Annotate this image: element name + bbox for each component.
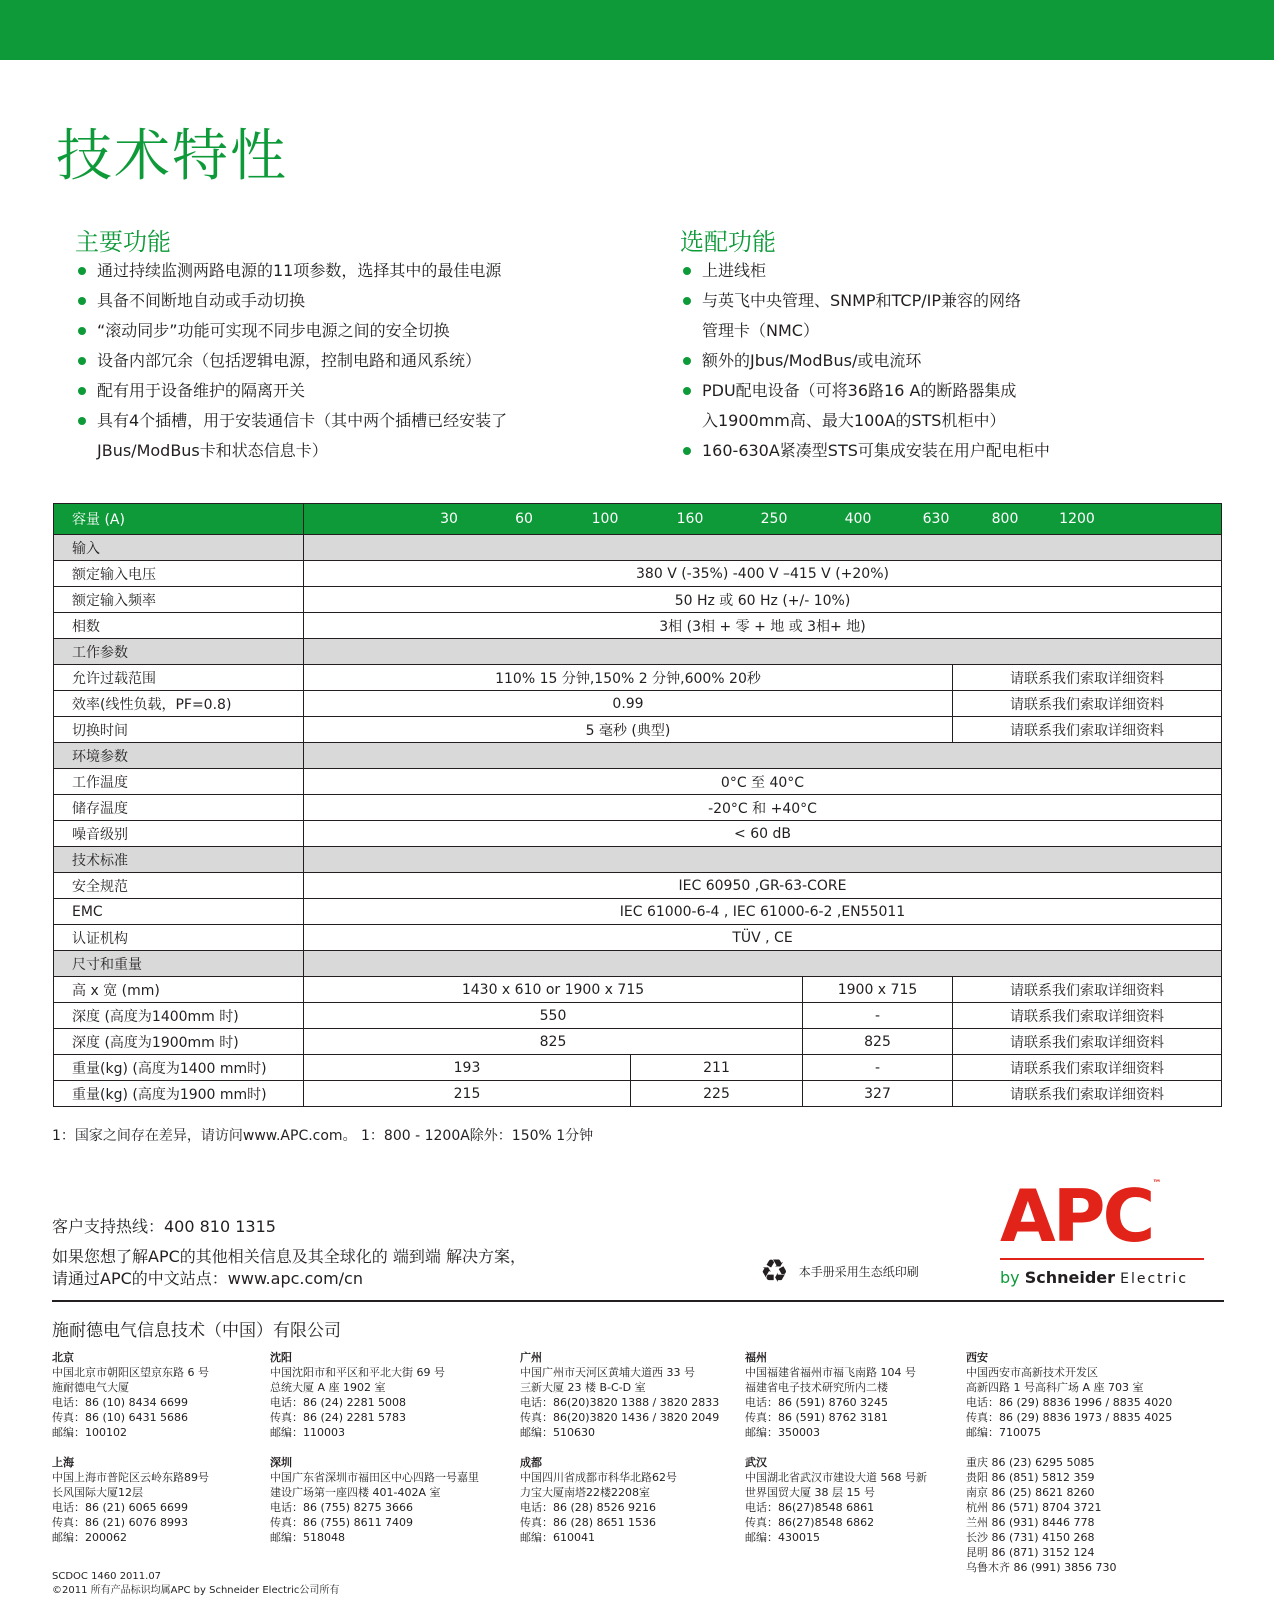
list-item: 通过持续监测两路电源的11项参数，选择其中的最佳电源 (75, 256, 635, 286)
section-row (54, 951, 1222, 977)
main-features-heading: 主要功能 (75, 228, 171, 256)
office-address (745, 1350, 916, 1440)
table-header-row (54, 504, 1222, 535)
office-city: 北京 (52, 1351, 74, 1364)
section-std: 技术标准 (54, 847, 304, 873)
list-item: 与英飞中央管理、SNMP和TCP/IP兼容的网络 (680, 286, 1220, 316)
office-line: 中国四川省成都市科华北路62号 (520, 1471, 677, 1484)
contact-note: 请联系我们索取详细资料 (953, 717, 1222, 743)
row-label: 工作温度 (54, 769, 304, 795)
divider (52, 1300, 1224, 1302)
office-line: 传真：86 (10) 6431 5686 (52, 1411, 189, 1424)
office-address (52, 1455, 209, 1545)
contact-note: 请联系我们索取详细资料 (953, 665, 1222, 691)
office-line: 电话：86 (755) 8275 3666 (270, 1501, 414, 1514)
office-line: 贵阳 86 (851) 5812 359 (966, 1471, 1095, 1484)
office-address (52, 1350, 209, 1440)
office-line: 中国湖北省武汉市建设大道 568 号新 (745, 1471, 927, 1484)
office-address (966, 1455, 1117, 1575)
office-line: 邮编：200062 (52, 1531, 127, 1544)
office-line: 中国广州市天河区黄埔大道西 33 号 (520, 1366, 695, 1379)
office-address (270, 1350, 445, 1440)
row-value: 193 (304, 1055, 631, 1081)
row-value: -20°C 和 +40°C (304, 795, 1222, 821)
office-address (520, 1350, 719, 1440)
row-label: EMC (54, 899, 304, 925)
support-hotline: 客户支持热线：400 810 1315 (52, 1217, 276, 1236)
options-list (680, 256, 1220, 466)
row-value: IEC 60950 ,GR-63-CORE (304, 873, 1222, 899)
contact-note: 请联系我们索取详细资料 (953, 1081, 1222, 1107)
section-env: 环境参数 (54, 743, 304, 769)
row-value: - (803, 1003, 953, 1029)
row-value: 110% 15 分钟,150% 2 分钟,600% 20秒 (304, 665, 953, 691)
office-city: 武汉 (745, 1456, 767, 1469)
office-line: 长风国际大厦12层 (52, 1486, 143, 1499)
office-city: 福州 (745, 1351, 767, 1364)
capacity-label: 容量 (A) (54, 504, 304, 535)
office-line: 传真：86 (21) 6076 8993 (52, 1516, 189, 1529)
office-line: 建设广场第一座四楼 401-402A 室 (270, 1486, 441, 1499)
office-line: 电话：86 (24) 2281 5008 (270, 1396, 407, 1409)
office-address (520, 1455, 677, 1545)
capacity-value: 30 (440, 511, 458, 527)
office-line: 电话：86 (29) 8836 1996 / 8835 4020 (966, 1396, 1173, 1409)
footer (52, 1570, 339, 1598)
row-value: < 60 dB (304, 821, 1222, 847)
page-title: 技术特性 (56, 124, 288, 189)
list-item: 具有4个插槽，用于安装通信卡（其中两个插槽已经安装了 (75, 406, 635, 436)
office-line: 电话：86 (10) 8434 6699 (52, 1396, 189, 1409)
row-label: 额定输入电压 (54, 561, 304, 587)
office-line: 邮编：350003 (745, 1426, 820, 1439)
row-label: 重量(kg) (高度为1900 mm时) (54, 1081, 304, 1107)
contact-note: 请联系我们索取详细资料 (953, 691, 1222, 717)
row-value: 225 (631, 1081, 803, 1107)
office-line: 邮编：430015 (745, 1531, 820, 1544)
row-value: 50 Hz 或 60 Hz (+/- 10%) (304, 587, 1222, 613)
section-input: 输入 (54, 535, 304, 561)
office-line: 兰州 86 (931) 8446 778 (966, 1516, 1095, 1529)
office-city: 沈阳 (270, 1351, 292, 1364)
office-line: 南京 86 (25) 8621 8260 (966, 1486, 1095, 1499)
office-line: 传真：86(20)3820 1436 / 3820 2049 (520, 1411, 720, 1424)
contact-note: 请联系我们索取详细资料 (953, 1003, 1222, 1029)
office-line: 传真：86 (24) 2281 5783 (270, 1411, 407, 1424)
office-address (270, 1455, 479, 1545)
row-label: 重量(kg) (高度为1400 mm时) (54, 1055, 304, 1081)
office-line: 邮编：510630 (520, 1426, 595, 1439)
office-city: 广州 (520, 1351, 542, 1364)
office-line: 福建省电子技术研究所内二楼 (745, 1381, 888, 1394)
list-item: PDU配电设备（可将36路16 A的断路器集成 (680, 376, 1220, 406)
office-line: 总统大厦 A 座 1902 室 (270, 1381, 386, 1394)
row-value: 1900 x 715 (803, 977, 953, 1003)
eco-text: 本手册采用生态纸印刷 (798, 1264, 919, 1279)
list-item: 额外的Jbus/ModBus/或电流环 (680, 346, 1220, 376)
contact-note: 请联系我们索取详细资料 (953, 1055, 1222, 1081)
row-label: 深度 (高度为1900mm 时) (54, 1029, 304, 1055)
office-line: 中国北京市朝阳区望京东路 6 号 (52, 1366, 209, 1379)
table-row (54, 873, 1222, 899)
office-line: 昆明 86 (871) 3152 124 (966, 1546, 1095, 1559)
office-line: 传真：86(27)8548 6862 (745, 1516, 875, 1529)
row-value: 825 (304, 1029, 803, 1055)
office-line: 中国沈阳市和平区和平北大街 69 号 (270, 1366, 445, 1379)
apc-logo (1000, 1174, 1204, 1287)
contact-note: 请联系我们索取详细资料 (953, 1029, 1222, 1055)
office-line: 电话：86 (21) 6065 6699 (52, 1501, 189, 1514)
office-city: 上海 (52, 1456, 74, 1469)
row-value: 380 V (-35%) -400 V –415 V (+20%) (304, 561, 1222, 587)
office-line: 高新四路 1 号高科广场 A 座 703 室 (966, 1381, 1144, 1394)
row-label: 储存温度 (54, 795, 304, 821)
capacity-value: 800 (991, 511, 1019, 527)
capacity-value: 60 (515, 511, 533, 527)
capacity-value: 400 (844, 511, 872, 527)
row-value: 1430 x 610 or 1900 x 715 (304, 977, 803, 1003)
table-row (54, 925, 1222, 951)
row-value: 327 (803, 1081, 953, 1107)
row-label: 认证机构 (54, 925, 304, 951)
list-item: 设备内部冗余（包括逻辑电源，控制电路和通风系统） (75, 346, 635, 376)
contact-note: 请联系我们索取详细资料 (953, 977, 1222, 1003)
table-row (54, 561, 1222, 587)
office-line: 中国上海市普陀区云岭东路89号 (52, 1471, 209, 1484)
office-line: 中国西安市高新技术开发区 (966, 1366, 1098, 1379)
section-dim: 尺寸和重量 (54, 951, 304, 977)
office-address (966, 1350, 1172, 1440)
row-value: - (803, 1055, 953, 1081)
capacity-value: 250 (760, 511, 788, 527)
office-line: 三新大厦 23 楼 B-C-D 室 (520, 1381, 646, 1394)
office-line: 邮编：710075 (966, 1426, 1041, 1439)
capacity-value: 100 (591, 511, 619, 527)
capacity-value: 1200 (1059, 511, 1095, 527)
row-label: 高 x 宽 (mm) (54, 977, 304, 1003)
office-line: 电话：86(20)3820 1388 / 3820 2833 (520, 1396, 720, 1409)
spec-table (53, 503, 1222, 1107)
office-line: 传真：86 (28) 8651 1536 (520, 1516, 657, 1529)
section-row (54, 743, 1222, 769)
row-label: 深度 (高度为1400mm 时) (54, 1003, 304, 1029)
table-row (54, 977, 1222, 1003)
row-label: 额定输入频率 (54, 587, 304, 613)
table-row (54, 665, 1222, 691)
office-city: 西安 (966, 1351, 988, 1364)
copyright: ©2011 所有产品标识均属APC by Schneider Electric公司所有 (52, 1585, 340, 1596)
table-row (54, 717, 1222, 743)
doc-code: SCDOC 1460 2011.07 (52, 1571, 162, 1582)
row-value: 550 (304, 1003, 803, 1029)
row-label: 安全规范 (54, 873, 304, 899)
office-line: 重庆 86 (23) 6295 5085 (966, 1456, 1095, 1469)
list-item: 管理卡（NMC） (702, 321, 819, 340)
table-row (54, 1003, 1222, 1029)
table-row (54, 821, 1222, 847)
row-value: 825 (803, 1029, 953, 1055)
office-line: 施耐德电气大厦 (52, 1381, 129, 1394)
list-item: JBus/ModBus卡和状态信息卡） (97, 441, 328, 460)
office-line: 中国福建省福州市福飞南路 104 号 (745, 1366, 916, 1379)
list-item: 具备不间断地自动或手动切换 (75, 286, 635, 316)
eco-paper-note (760, 1252, 919, 1290)
more-info (52, 1246, 526, 1290)
company-name: 施耐德电气信息技术（中国）有限公司 (52, 1321, 341, 1341)
row-value: 5 毫秒 (典型) (304, 717, 953, 743)
office-line: 邮编：110003 (270, 1426, 345, 1439)
office-line: 力宝大厦南塔22楼2208室 (520, 1486, 650, 1499)
capacity-values (304, 504, 1222, 535)
office-line: 电话：86 (28) 8526 9216 (520, 1501, 657, 1514)
office-city: 深圳 (270, 1456, 292, 1469)
office-line: 传真：86 (591) 8762 3181 (745, 1411, 889, 1424)
office-line: 中国广东省深圳市福田区中心四路一号嘉里 (270, 1471, 479, 1484)
table-row (54, 795, 1222, 821)
section-params: 工作参数 (54, 639, 304, 665)
table-row (54, 587, 1222, 613)
more-info-line: 请通过APC的中文站点：www.apc.com/cn (52, 1269, 363, 1288)
more-info-line: 如果您想了解APC的其他相关信息及其全球化的 端到端 解决方案， (52, 1247, 526, 1266)
capacity-value: 160 (676, 511, 704, 527)
office-line: 长沙 86 (731) 4150 268 (966, 1531, 1095, 1544)
row-value: 211 (631, 1055, 803, 1081)
recycle-icon: ♻ (760, 1252, 789, 1290)
table-row (54, 769, 1222, 795)
table-row (54, 691, 1222, 717)
section-row (54, 535, 1222, 561)
table-row (54, 613, 1222, 639)
table-row (54, 1055, 1222, 1081)
office-line: 邮编：100102 (52, 1426, 127, 1439)
office-city: 成都 (520, 1456, 542, 1469)
office-line: 电话：86(27)8548 6861 (745, 1501, 875, 1514)
office-line: 杭州 86 (571) 8704 3721 (966, 1501, 1102, 1514)
office-line: 传真：86 (755) 8611 7409 (270, 1516, 414, 1529)
logo-tagline: by Schneider Electric (1000, 1268, 1189, 1287)
main-features-list (75, 256, 635, 466)
row-value: 215 (304, 1081, 631, 1107)
row-label: 允许过载范围 (54, 665, 304, 691)
options-heading: 选配功能 (680, 228, 776, 256)
row-label: 效率(线性负载，PF=0.8) (54, 691, 304, 717)
list-item: 160-630A紧凑型STS可集成安装在用户配电柜中 (680, 436, 1220, 466)
row-value: 0°C 至 40°C (304, 769, 1222, 795)
row-value: 0.99 (304, 691, 953, 717)
top-color-bar (0, 0, 1274, 60)
office-line: 邮编：518048 (270, 1531, 345, 1544)
capacity-value: 630 (922, 511, 950, 527)
table-row (54, 899, 1222, 925)
logo-mark: APC™ (1000, 1174, 1159, 1258)
office-line: 世界国贸大厦 38 层 15 号 (745, 1486, 875, 1499)
list-item: 入1900mm高、最大100A的STS机柜中） (702, 411, 1006, 430)
office-line: 电话：86 (591) 8760 3245 (745, 1396, 889, 1409)
section-row (54, 639, 1222, 665)
row-label: 切换时间 (54, 717, 304, 743)
row-label: 相数 (54, 613, 304, 639)
row-label: 噪音级别 (54, 821, 304, 847)
section-row (54, 847, 1222, 873)
office-line: 传真：86 (29) 8836 1973 / 8835 4025 (966, 1411, 1173, 1424)
table-row (54, 1029, 1222, 1055)
row-value: IEC 61000-6-4 , IEC 61000-6-2 ,EN55011 (304, 899, 1222, 925)
row-value: TÜV , CE (304, 925, 1222, 951)
office-line: 乌鲁木齐 86 (991) 3856 730 (966, 1561, 1117, 1574)
office-address (745, 1455, 927, 1545)
list-item: 配有用于设备维护的隔离开关 (75, 376, 635, 406)
row-value: 3相 (3相 + 零 + 地 或 3相+ 地) (304, 613, 1222, 639)
list-item: 上进线柜 (680, 256, 1220, 286)
table-footnote: 1：国家之间存在差异，请访问www.APC.com。 1：800 - 1200A除外：150% 1分钟 (52, 1128, 594, 1144)
list-item: “滚动同步”功能可实现不同步电源之间的安全切换 (75, 316, 635, 346)
table-row (54, 1081, 1222, 1107)
office-line: 邮编：610041 (520, 1531, 595, 1544)
